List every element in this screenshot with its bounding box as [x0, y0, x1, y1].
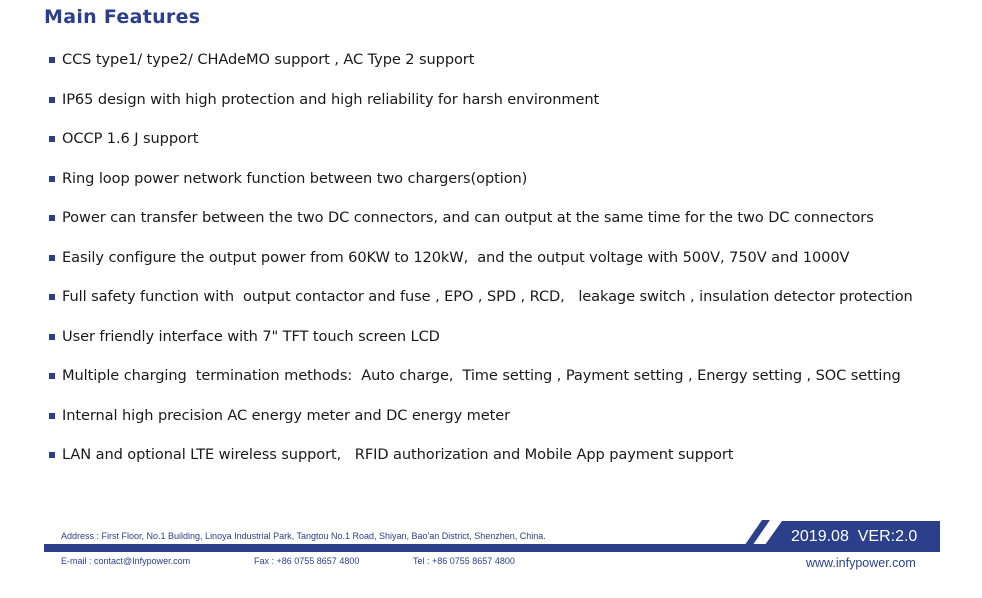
list-item: [49, 248, 913, 288]
square-bullet-icon: [49, 294, 55, 300]
feature-text: IP65 design with high protection and high reliability for harsh environment: [62, 90, 600, 108]
feature-text: OCCP 1.6 J support: [62, 130, 199, 147]
list-item: [49, 366, 913, 406]
feature-list: [49, 50, 913, 485]
feature-text: Internal high precision AC energy meter and DC energy meter: [62, 406, 511, 424]
feature-text: Ring loop power network function between two chargers(option): [62, 169, 528, 187]
list-item: [49, 406, 913, 446]
list-item: [49, 169, 913, 209]
footer-address: Address : First Floor, No.1 Building, Linoya Industrial Park, Tangtou No.1 Road, Shiyan, Bao'an District, Shenzhen, China.: [61, 531, 546, 541]
square-bullet-icon: [49, 57, 55, 63]
feature-text: LAN and optional LTE wireless support, RFID authorization and Mobile App payment support: [62, 446, 734, 463]
feature-text: Multiple charging termination methods: Auto charge, Time setting , Payment setting , Energy setting , SOC setting: [62, 367, 901, 384]
list-item: [49, 50, 913, 90]
footer-tel: Tel : +86 0755 8657 4800: [413, 556, 515, 566]
list-item: [49, 208, 913, 248]
square-bullet-icon: [49, 176, 55, 182]
list-item: [49, 327, 913, 367]
square-bullet-icon: [49, 452, 55, 458]
feature-text: CCS type1/ type2/ CHAdeMO support , AC Type 2 support: [62, 51, 475, 68]
square-bullet-icon: [49, 373, 55, 379]
square-bullet-icon: [49, 413, 55, 419]
square-bullet-icon: [49, 215, 55, 221]
footer-fax: Fax : +86 0755 8657 4800: [254, 556, 360, 566]
square-bullet-icon: [49, 136, 55, 142]
footer-divider-bar: [44, 544, 766, 552]
list-item: [49, 129, 913, 169]
list-item: [49, 90, 913, 130]
square-bullet-icon: [49, 97, 55, 103]
version-label: 2019.08 VER:2.0: [791, 528, 918, 545]
feature-text: Power can transfer between the two DC connectors, and can output at the same time for the two DC connectors: [62, 209, 874, 226]
square-bullet-icon: [49, 334, 55, 340]
list-item: [49, 445, 913, 485]
feature-text: User friendly interface with 7" TFT touch screen LCD: [62, 327, 440, 345]
footer-website-link[interactable]: www.infypower.com: [806, 556, 916, 570]
list-item: [49, 287, 913, 327]
footer-email[interactable]: E-mail : contact@Infypower.com: [61, 556, 191, 566]
square-bullet-icon: [49, 255, 55, 261]
feature-text: Full safety function with output contactor and fuse , EPO , SPD , RCD, leakage switch , insulation detector protection: [62, 288, 913, 305]
feature-text: Easily configure the output power from 60KW to 120kW, and the output voltage with 500V, 750V and 1000V: [62, 248, 850, 266]
page-title: Main Features: [44, 6, 201, 28]
